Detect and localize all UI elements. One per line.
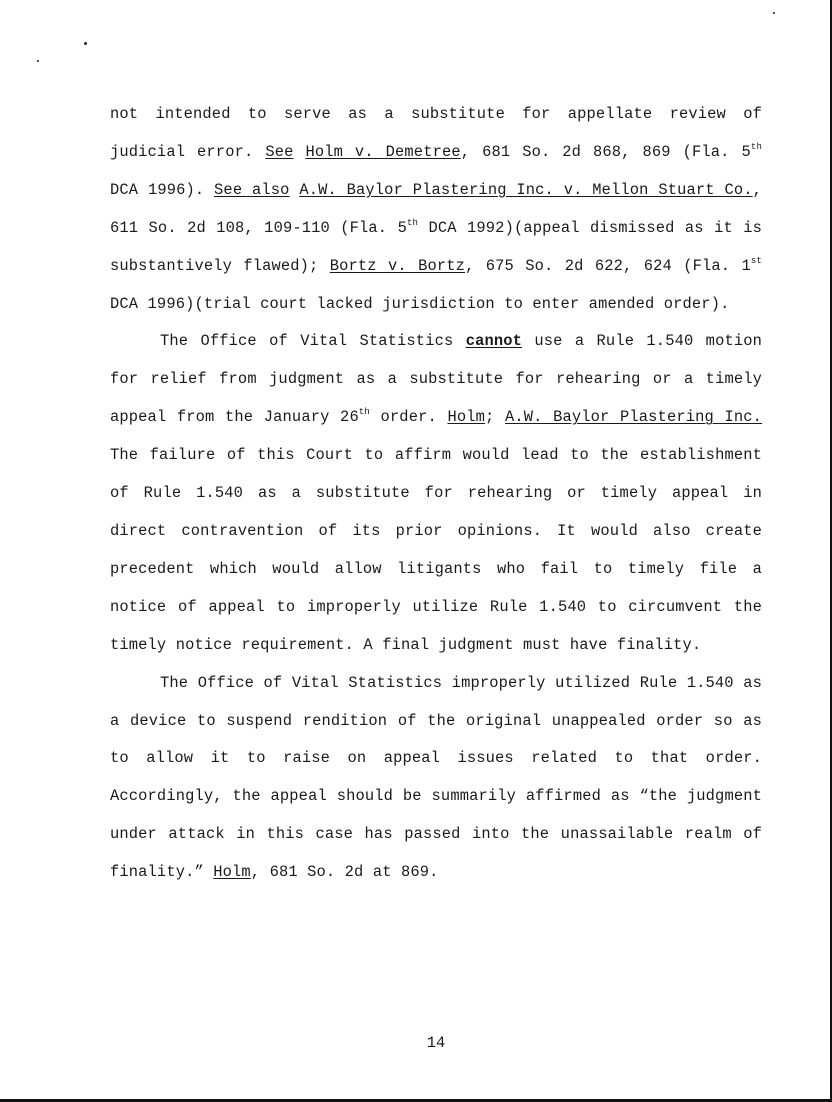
page-number: 14 [426, 1034, 446, 1052]
scan-speck [84, 42, 87, 45]
ordinal-superscript: th [358, 407, 370, 418]
document-body [110, 96, 762, 892]
ordinal-superscript: st [750, 255, 762, 266]
paragraph-3: The Office of Vital Statistics improperly utilized Rule 1.540 as a device to suspend rendition of the original unappealed order so as to allow it to raise on appeal issues related to that order. Accordingly, the appeal should be summarily affirmed as “the judgment under attack in this case has passed into the unassailable realm of finality.” Holm, 681 So. 2d at 869. [110, 673, 762, 882]
scan-speck [37, 60, 39, 62]
case-name-holm-short: Holm [213, 863, 251, 882]
citation-signal-see-also: See also [214, 180, 290, 199]
scan-speck [773, 12, 775, 14]
case-name-holm: Holm v. Demetree [305, 142, 461, 161]
case-name-bortz: Bortz v. Bortz [329, 256, 466, 275]
ordinal-superscript: th [750, 141, 762, 152]
case-name-baylor: A.W. Baylor Plastering Inc. v. Mellon Stuart Co. [299, 180, 753, 199]
paragraph-1: not intended to serve as a substitute for appellate review of judicial error. See Holm v. Demetree, 681 So. 2d 868, 869 (Fla. 5th DCA 1996). See also A.W. Baylor Plastering Inc. v. Mellon Stuart Co., 611 So. 2d 108, 109-110 (Fla. 5th DCA 1992)(appeal dismissed as it is substantively flawed); Bortz v. Bortz, 675 So. 2d 622, 624 (Fla. 1st DCA 1996)(trial court lacked jurisdiction to enter amended order). [110, 105, 762, 313]
emphasis-cannot: cannot [465, 332, 523, 351]
citation-signal-see: See [265, 142, 294, 161]
case-name-baylor-short: A.W. Baylor Plastering Inc. [504, 408, 763, 427]
ordinal-superscript: th [406, 217, 419, 228]
case-name-holm-short: Holm [447, 408, 485, 427]
paragraph-2: The Office of Vital Statistics cannot use a Rule 1.540 motion for relief from judgment as a substitute for rehearing or a timely appeal from the January 26th order. Holm; A.W. Baylor Plastering Inc. The failure of this Court to affirm would lead to the establishment of Rule 1.540 as a substitute for rehearing or timely appeal in direct contravention of its prior opinions. It would also create precedent which would allow litigants who fail to timely file a notice of appeal to improperly utilize Rule 1.540 to circumvent the timely notice requirement. A final judgment must have finality. [110, 332, 763, 654]
